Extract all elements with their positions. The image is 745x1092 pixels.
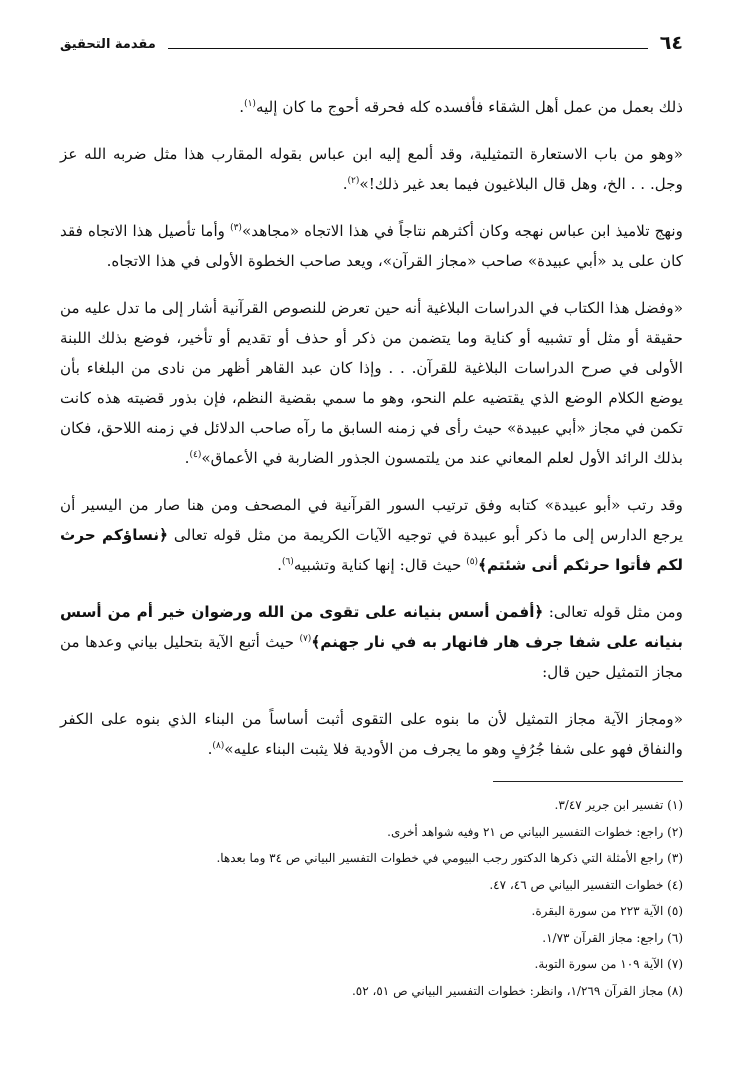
quran-verse: ﴿نساؤكم حرث لكم فأتوا حرثكم أنى شئتم﴾ [60, 526, 683, 574]
paragraph-text: حيث قال: إنها كناية وتشبيه [293, 556, 467, 574]
paragraph [60, 139, 683, 199]
paragraph-text: وقد رتب «أبو عبيدة» كتابه وفق ترتيب السور القرآنية في المصحف ومن هنا صار من اليسير أن يرجع الدارس إلى ما ذكر أبو عبيدة في توجيه الآيات الكريمة من مثل قوله تعالى [60, 496, 683, 544]
footnote-marker: (٢) [347, 175, 360, 186]
paragraph-text: «وفضل هذا الكتاب في الدراسات البلاغية أنه حين تعرض للنصوص القرآنية أشار إلى ما تدل عليه من حقيقة أو مثل أو تشبيه أو كناية وما يتضمن من ذكر أو حذف أو تقديم أو تأخير، فوضع بذلك اللبنة الأولى في صرح الدراسات البلاغية للقرآن. . . وإذا كان عبد القاهر أظهر من نادى من البلغاء بأن يوضع الكلام الوضع الذي يقتضيه علم النحو، وهو ما سمي بقضية النظم، فإن بذور قضيته هذه كانت تكمن في مجاز «أبي عبيدة» حيث رأى في زمنه السابق ما رآه صاحب الدلائل في زمنه اللاحق، فكان بذلك الرائد الأول لعلم المعاني عند من يلتمسون الجذور الضاربة في الأعماق» [60, 299, 683, 467]
footnote-marker: (٨) [212, 740, 225, 751]
paragraph-text: . [184, 449, 190, 467]
paragraph-text: . [342, 175, 348, 193]
main-text [60, 92, 683, 764]
footnote: (١) تفسير ابن جرير ٣/٤٧. [554, 798, 683, 812]
footnote-marker: (٤) [189, 449, 202, 460]
footnote: (٨) مجاز القرآن ١/٢٦٩، وانظر: خطوات التفسير البياني ص ٥١، ٥٢. [351, 983, 683, 998]
paragraph [60, 216, 683, 276]
footnote-separator [493, 781, 683, 782]
running-title: مقدمة التحقيق [60, 37, 156, 52]
footnote: (٢) راجع: خطوات التفسير البياني ص ٢١ وفيه شواهد أخرى. [387, 824, 683, 839]
paragraph-text: . [207, 740, 213, 758]
paragraph-text: «وهو من باب الاستعارة التمثيلية، وقد ألمع إليه ابن عباس بقوله المقارب هذا مثل ضربه الله عز وجل. . . الخ، وهل قال البلاغيون فيما بعد غير ذلك!» [60, 145, 683, 193]
footnote-marker: (٦) [281, 556, 294, 567]
page-header [60, 28, 683, 54]
page-number: ٦٤ [659, 32, 683, 54]
footnote: (٦) راجع: مجاز القرآن ١/٧٣. [542, 930, 683, 945]
paragraph-text: ذلك بعمل من عمل أهل الشقاء فأفسده كله فحرقه أحوج ما كان إليه [255, 98, 683, 116]
footnote-marker: (٣) [230, 222, 242, 233]
paragraph [60, 704, 683, 764]
paragraph-text: وأما تأصيل هذا الاتجاه فقد كان على يد «أبي عبيدة» صاحب «مجاز القرآن»، ويعد صاحب الخطوة الأولى في هذا الاتجاه. [60, 222, 683, 270]
footnote: (٧) الآية ١٠٩ من سورة التوبة. [534, 957, 683, 971]
paragraph-text: «ومجاز الآية مجاز التمثيل لأن ما بنوه على التقوى أثبت أساساً من البناء الذي بنوه على الكفر والنفاق فهو على شفا جُرُفٍ وهو ما يجرف من الأودية فلا يثبت البناء عليه» [60, 710, 683, 758]
paragraph-text: ونهج تلاميذ ابن عباس نهجه وكان أكثرهم نتاجاً في هذا الاتجاه «مجاهد» [241, 222, 683, 240]
footnote: (٥) الآية ٢٢٣ من سورة البقرة. [531, 904, 683, 918]
footnote-marker: (٥) [466, 556, 479, 567]
paragraph-text: . [239, 98, 245, 116]
paragraph-text: ومن مثل قوله تعالى: [543, 603, 683, 621]
paragraph [60, 92, 683, 122]
footnote-marker: (١) [244, 98, 256, 109]
footnote-marker: (٧) [299, 633, 312, 644]
header-rule [168, 48, 648, 49]
footnotes [60, 792, 683, 1004]
paragraph [60, 597, 683, 687]
quran-verse: ﴿أفمن أسس بنيانه على تقوى من الله ورضوان خير أم من أسس بنيانه على شفا جرف هار فانهار به في نار جهنم﴾ [60, 603, 683, 651]
paragraph [60, 293, 683, 473]
paragraph-text: . [277, 556, 282, 574]
book-page [60, 28, 683, 1004]
footnote: (٣) راجع الأمثلة التي ذكرها الدكتور رجب البيومي في خطوات التفسير البياني ص ٣٤ وما بعدها. [216, 851, 683, 865]
paragraph-text: حيث أتبع الآية بتحليل بياني وعدها من مجاز التمثيل حين قال: [60, 633, 683, 681]
footnote: (٤) خطوات التفسير البياني ص ٤٦، ٤٧. [489, 877, 683, 892]
paragraph [60, 490, 683, 580]
